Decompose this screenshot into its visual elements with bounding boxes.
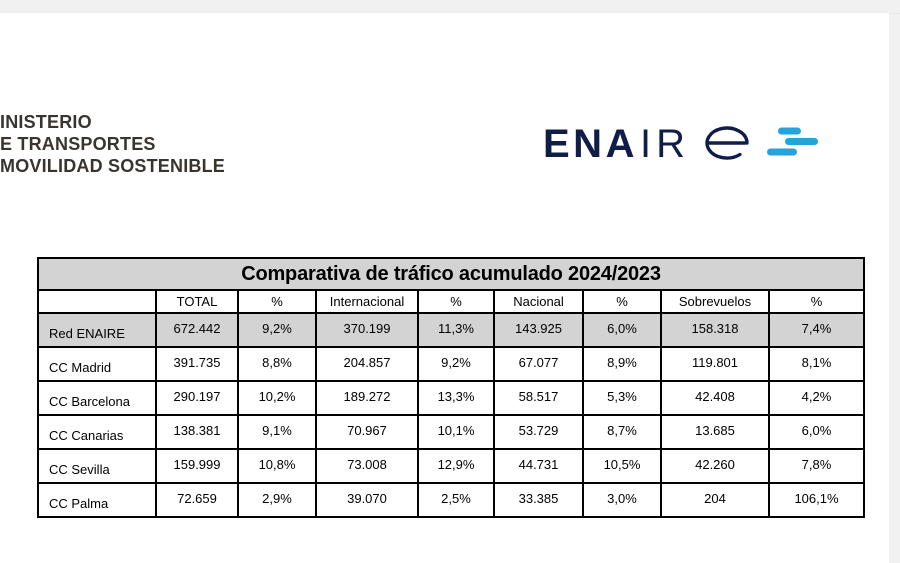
table-cell: 10,2% (238, 381, 316, 415)
enaire-wordmark-light: IR (640, 122, 690, 166)
column-header-internacional: Internacional (316, 290, 418, 313)
table-cell: 10,1% (418, 415, 494, 449)
table-cell: 4,2% (769, 381, 864, 415)
row-label: Red ENAIRE (38, 313, 156, 347)
table-cell: 13.685 (661, 415, 769, 449)
table-cell: 13,3% (418, 381, 494, 415)
column-header-sobrevuelos: Sobrevuelos (661, 290, 769, 313)
table-cell: 33.385 (494, 483, 583, 517)
table-row-cc-canarias (38, 415, 864, 449)
ministry-logo-text (0, 111, 225, 177)
table-cell: 7,4% (769, 313, 864, 347)
table-row-cc-palma (38, 483, 864, 517)
viewer-top-margin (0, 0, 900, 14)
table-cell: 2,5% (418, 483, 494, 517)
table-cell: 370.199 (316, 313, 418, 347)
table-cell: 7,8% (769, 449, 864, 483)
table-cell: 67.077 (494, 347, 583, 381)
table-cell: 672.442 (156, 313, 238, 347)
column-header-nacional-pct: % (583, 290, 661, 313)
table-cell: 6,0% (769, 415, 864, 449)
column-header-sobrevuelos-pct: % (769, 290, 864, 313)
row-label: CC Canarias (38, 415, 156, 449)
row-label: CC Barcelona (38, 381, 156, 415)
table-cell: 42.260 (661, 449, 769, 483)
table-cell: 189.272 (316, 381, 418, 415)
column-header-nacional: Nacional (494, 290, 583, 313)
table-title-row (38, 258, 864, 290)
table-cell: 70.967 (316, 415, 418, 449)
table-cell: 42.408 (661, 381, 769, 415)
table-row-red-enaire (38, 313, 864, 347)
table-cell: 391.735 (156, 347, 238, 381)
table-cell: 8,9% (583, 347, 661, 381)
table-cell: 204 (661, 483, 769, 517)
table-row-cc-barcelona (38, 381, 864, 415)
table-cell: 5,3% (583, 381, 661, 415)
column-header-total-pct: % (238, 290, 316, 313)
traffic-comparison-table (37, 257, 865, 518)
table-cell: 9,2% (238, 313, 316, 347)
table-cell: 9,1% (238, 415, 316, 449)
table-cell: 8,1% (769, 347, 864, 381)
table-cell: 73.008 (316, 449, 418, 483)
table-cell: 106,1% (769, 483, 864, 517)
table-row-cc-sevilla (38, 449, 864, 483)
table-title: Comparativa de tráfico acumulado 2024/2023 (38, 258, 864, 290)
column-header-total: TOTAL (156, 290, 238, 313)
table-cell: 159.999 (156, 449, 238, 483)
row-label: CC Palma (38, 483, 156, 517)
table-row-cc-madrid (38, 347, 864, 381)
row-label: CC Madrid (38, 347, 156, 381)
table-cell: 12,9% (418, 449, 494, 483)
table-cell: 158.318 (661, 313, 769, 347)
row-label: CC Sevilla (38, 449, 156, 483)
table-cell: 290.197 (156, 381, 238, 415)
table-cell: 10,8% (238, 449, 316, 483)
table-cell: 204.857 (316, 347, 418, 381)
table-cell: 10,5% (583, 449, 661, 483)
table-cell: 44.731 (494, 449, 583, 483)
table-header-row (38, 290, 864, 313)
table-cell: 138.381 (156, 415, 238, 449)
ministry-line-2: E TRANSPORTES (0, 134, 156, 154)
table-cell: 58.517 (494, 381, 583, 415)
table-cell: 8,8% (238, 347, 316, 381)
table-cell: 2,9% (238, 483, 316, 517)
column-header-blank (38, 290, 156, 313)
table-cell: 11,3% (418, 313, 494, 347)
table-cell: 143.925 (494, 313, 583, 347)
table-cell: 8,7% (583, 415, 661, 449)
table-cell: 119.801 (661, 347, 769, 381)
table-cell: 53.729 (494, 415, 583, 449)
table-cell: 3,0% (583, 483, 661, 517)
enaire-wordmark-bold: ENA (543, 122, 638, 166)
enaire-letter-e-icon (707, 128, 747, 158)
ministry-line-1: INISTERIO (0, 112, 92, 132)
document-page (0, 13, 889, 563)
enaire-logo (543, 110, 833, 170)
table-cell: 9,2% (418, 347, 494, 381)
ministry-line-3: MOVILIDAD SOSTENIBLE (0, 156, 226, 176)
table-cell: 72.659 (156, 483, 238, 517)
column-header-internacional-pct: % (418, 290, 494, 313)
table-cell: 39.070 (316, 483, 418, 517)
table-cell: 6,0% (583, 313, 661, 347)
enaire-bars-icon (767, 128, 818, 156)
